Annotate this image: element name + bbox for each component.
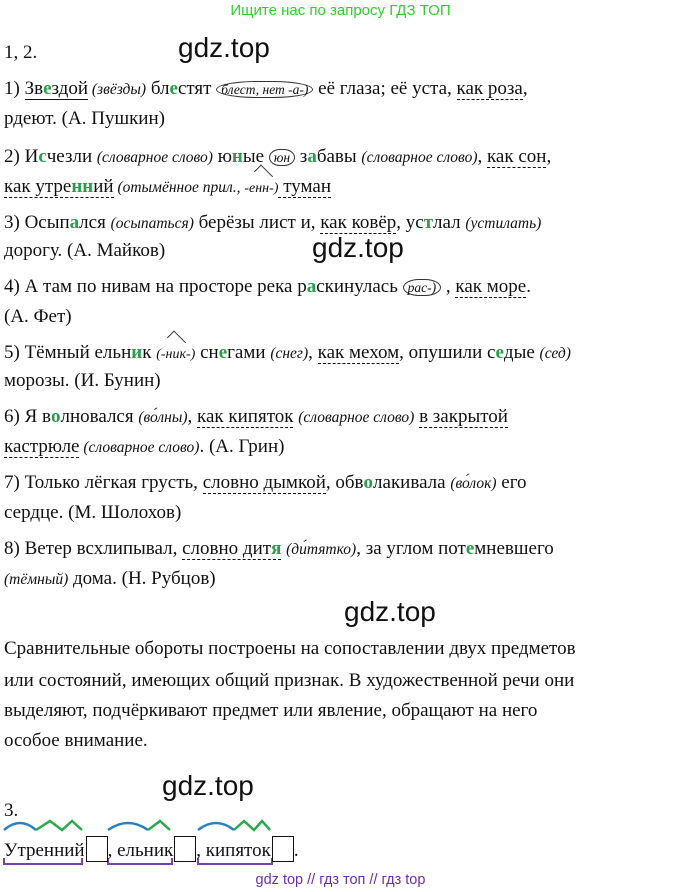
- comparison-phrase: словно дитя: [182, 538, 282, 559]
- comparison-phrase: как мехом: [317, 342, 400, 363]
- watermark: gdz.top: [344, 596, 436, 627]
- ending-box: [272, 836, 294, 862]
- comparison-phrase: словно дымкой: [202, 472, 326, 493]
- explanation-line: особое внимание.: [4, 730, 148, 751]
- root-arc: [198, 823, 234, 830]
- suffix-roof: [148, 821, 170, 830]
- sentence-7-cont: сердце. (М. Шолохов): [4, 502, 182, 523]
- sentence-2-cont: как утренний (отымённое прил., -енн-) туман: [4, 176, 331, 200]
- ending-box: [86, 836, 108, 862]
- comparison-phrase: как ковёр: [320, 212, 397, 233]
- footer-links[interactable]: gdz top // гдз топ // гдз top: [255, 872, 426, 888]
- sentence-1-cont: рдеют. (А. Пушкин): [4, 108, 165, 129]
- suffix-roof: [234, 821, 270, 830]
- task3-number: 3.: [4, 800, 19, 821]
- explanation-line: выделяют, подчёркивают предмет или явление, обращают на него: [4, 700, 538, 721]
- sentence-7: 7) Только лёгкая грусть, словно дымкой, обволакивала (во́лок) его: [4, 472, 527, 493]
- sentence-1: 1) Звездой (звёзды) блестят блест, нет -а-) её глаза; её уста, как роза,: [4, 78, 528, 99]
- watermark: gdz.top: [312, 232, 404, 263]
- word: Утренний: [4, 840, 85, 861]
- root-arc: [108, 823, 148, 830]
- sentence-5: 5) Тёмный ельник (-ник-) снегами (снег), как мехом, опушили седые (сед): [4, 342, 571, 366]
- sentence-8: 8) Ветер всхлипывал, словно дитя (ди́тятко), за углом потемневшего: [4, 538, 554, 559]
- explanation-line: Сравнительные обороты построены на сопоставлении двух предметов: [4, 638, 576, 659]
- comparison-phrase: как море: [455, 276, 527, 297]
- sentence-4-cont: (А. Фет): [4, 306, 72, 327]
- task-number: 1, 2.: [4, 42, 38, 63]
- sentence-3-cont: дорогу. (А. Майков): [4, 240, 166, 261]
- task3-words: Утренний , ельник , кипяток .: [4, 836, 299, 862]
- suffix-roof: [36, 821, 82, 830]
- word: ельник: [117, 840, 174, 861]
- sentence-2: 2) Исчезли (словарное слово) юные юн забавы (словарное слово), как сон,: [4, 146, 552, 167]
- sentence-3: 3) Осыпался (осыпаться) берёзы лист и, как ковёр, устлал (устилать): [4, 212, 542, 233]
- comparison-phrase: как кипяток: [197, 406, 294, 427]
- sentence-4: 4) А там по нивам на просторе река раскинулась рас-) , как море.: [4, 276, 531, 297]
- ending-box: [174, 836, 196, 862]
- sentence-6: 6) Я волновался (во́лны), как кипяток (словарное слово) в закрытой: [4, 406, 508, 427]
- morpheme-note: блест, нет -а-): [216, 81, 313, 98]
- comparison-phrase: как сон: [486, 146, 547, 167]
- sentence-8-cont: (тёмный) дома. (Н. Рубцов): [4, 568, 216, 589]
- search-hint-header[interactable]: Ищите нас по запросу ГДЗ ТОП: [230, 2, 451, 19]
- sentence-6-cont: кастрюле (словарное слово). (А. Грин): [4, 436, 285, 457]
- watermark: gdz.top: [162, 770, 254, 801]
- comparison-phrase: как роза: [456, 78, 523, 99]
- watermark: gdz.top: [178, 32, 270, 63]
- word: кипяток: [205, 840, 271, 861]
- sentence-5-cont: морозы. (И. Бунин): [4, 370, 161, 391]
- root-arc: [4, 823, 36, 830]
- explanation-line: или состояний, имеющих общий признак. В художественной речи они: [4, 670, 575, 691]
